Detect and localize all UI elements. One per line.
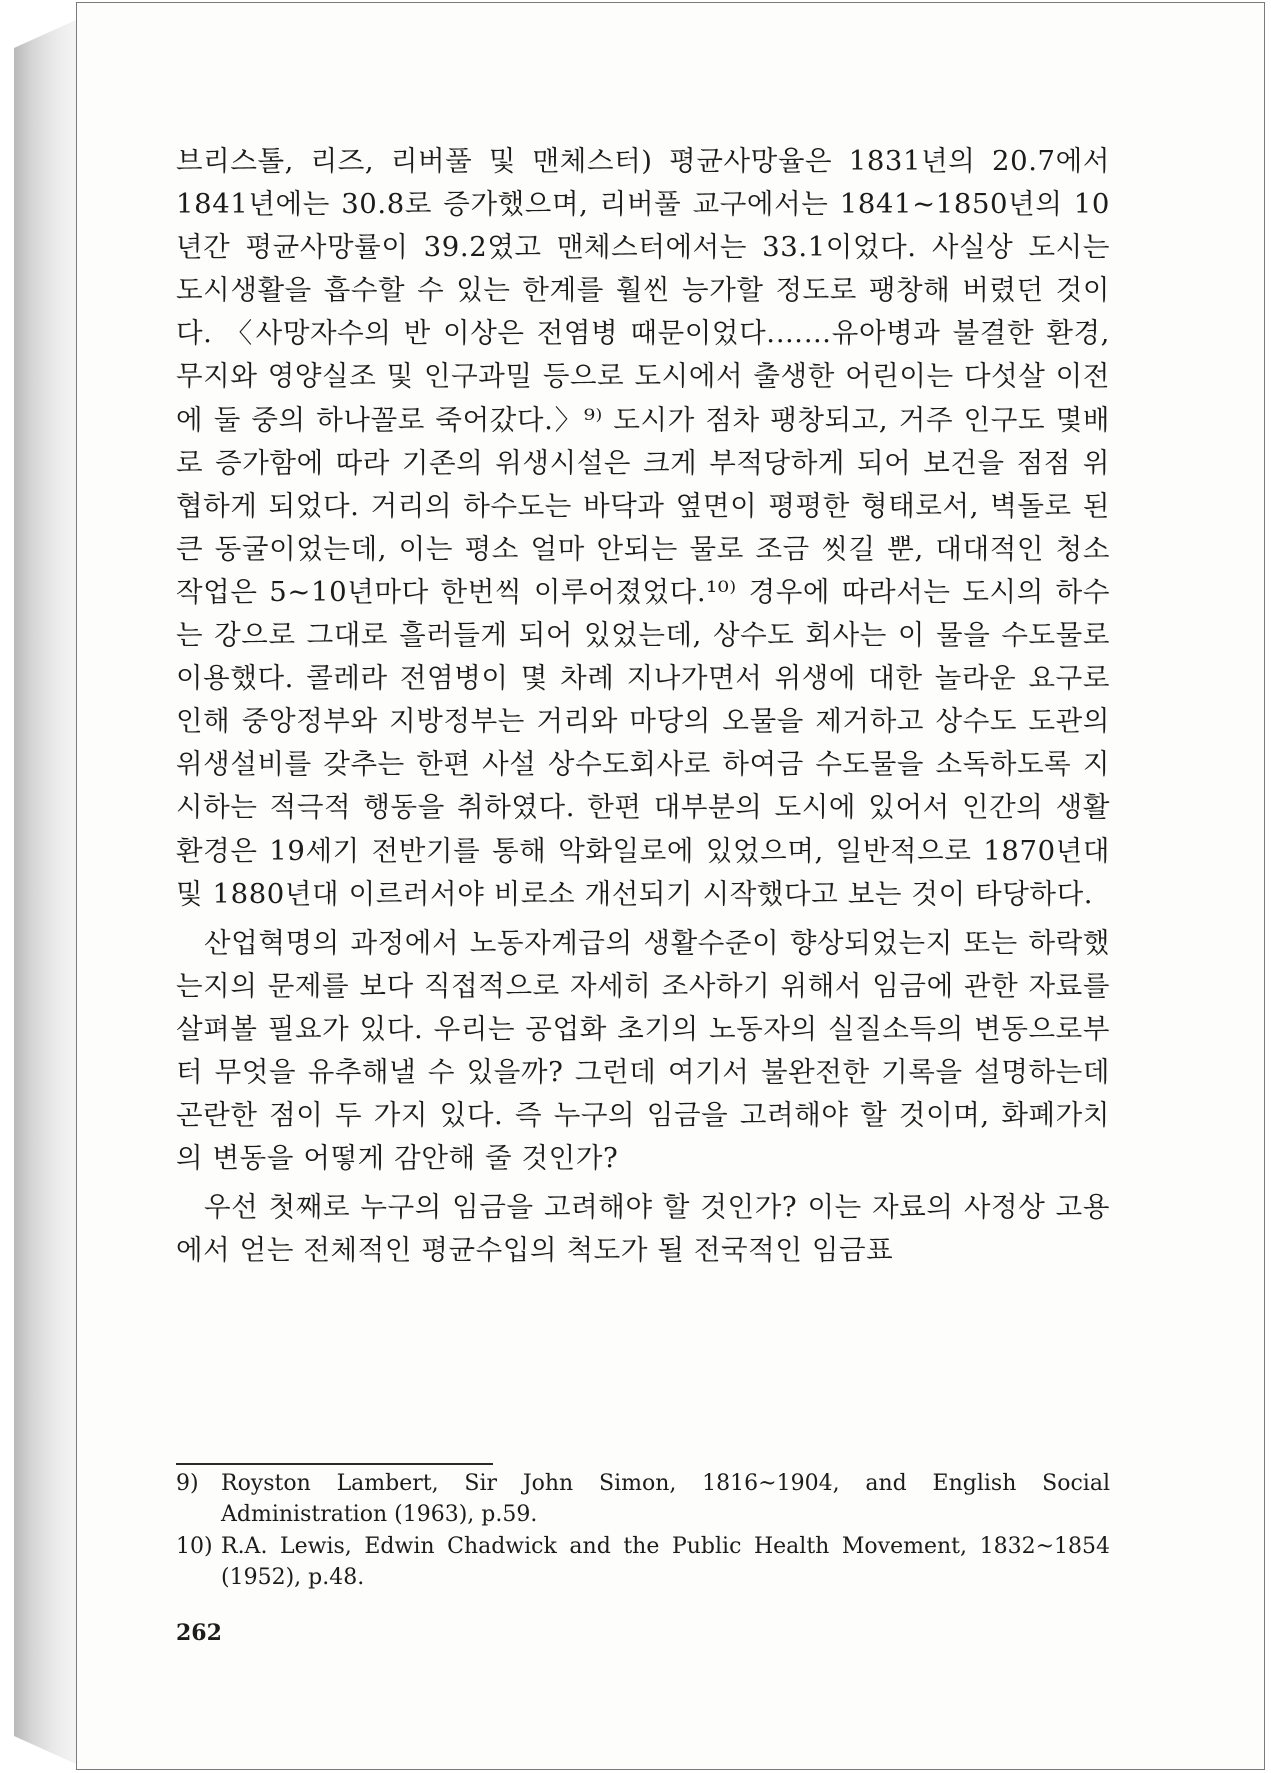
footnote-9	[176, 1469, 1110, 1530]
body-paragraph-2: 산업혁명의 과정에서 노동자계급의 생활수준이 향상되었는지 또는 하락했는지의 문제를 보다 직접적으로 자세히 조사하기 위해서 임금에 관한 자료를 살펴볼 필요가 있다. 우리는 공업화 초기의 노동자의 실질소득의 변동으로부터 무엇을 유추해낼 수 있을까? 그런데 여기서 불완전한 기록을 설명하는데 곤란한 점이 두 가지 있다. 즉 누구의 임금을 고려해야 할 것이며, 화폐가치의 변동을 어떻게 감안해 줄 것인가?	[176, 926, 1110, 1175]
footnote-text: Royston Lambert, Sir John Simon, 1816~1904, and English Social Administration (1963), p.59.	[221, 1471, 1110, 1527]
footnote-text: R.A. Lewis, Edwin Chadwick and the Public Health Movement, 1832~1854 (1952), p.48.	[221, 1534, 1110, 1590]
book-spine	[14, 20, 76, 1764]
body-paragraph-1: 브리스톨, 리즈, 리버풀 및 맨체스터) 평균사망율은 1831년의 20.7에서 1841년에는 30.8로 증가했으며, 리버풀 교구에서는 1841~1850년의 10년간 평균사망률이 39.2였고 맨체스터에서는 33.1이었다. 사실상 도시는 도시생활을 흡수할 수 있는 한계를 훨씬 능가할 정도로 팽창해 버렸던 것이다. 〈사망자수의 반 이상은 전염병 때문이었다.……유아병과 불결한 환경, 무지와 영양실조 및 인구과밀 등으로 도시에서 출생한 어린이는 다섯살 이전에 둘 중의 하나꼴로 죽어갔다.〉⁹⁾ 도시가 점차 팽창되고, 거주 인구도 몇배로 증가함에 따라 기존의 위생시설은 크게 부적당하게 되어 보건을 점점 위협하게 되었다. 거리의 하수도는 바닥과 옆면이 평평한 형태로서, 벽돌로 된 큰 동굴이었는데, 이는 평소 얼마 안되는 물로 조금 씻길 뿐, 대대적인 청소작업은 5~10년마다 한번씩 이루어졌었다.¹⁰⁾ 경우에 따라서는 도시의 하수는 강으로 그대로 흘러들게 되어 있었는데, 상수도 회사는 이 물을 수도물로 이용했다. 콜레라 전염병이 몇 차례 지나가면서 위생에 대한 놀라운 요구로 인해 중앙정부와 지방정부는 거리와 마당의 오물을 제거하고 상수도 도관의 위생설비를 갖추는 한편 사설 상수도회사로 하여금 수도물을 소독하도록 지시하는 적극적 행동을 취하였다. 한편 대부분의 도시에 있어서 인간의 생활환경은 19세기 전반기를 통해 악화일로에 있었으며, 일반적으로 1870년대 및 1880년대 이르러서야 비로소 개선되기 시작했다고 보는 것이 타당하다.	[176, 145, 1110, 910]
footnote-10	[176, 1532, 1110, 1593]
page-number: 262	[176, 1620, 222, 1646]
footnotes	[176, 1469, 1110, 1595]
body-paragraph-3: 우선 첫째로 누구의 임금을 고려해야 할 것인가? 이는 자료의 사정상 고용에서 얻는 전체적인 평균수입의 척도가 될 전국적인 임금표	[176, 1191, 1110, 1267]
body-text	[176, 140, 1110, 1272]
footnote-number: 10)	[176, 1534, 213, 1559]
footnote-number: 9)	[176, 1471, 199, 1496]
footnote-divider	[176, 1463, 493, 1465]
